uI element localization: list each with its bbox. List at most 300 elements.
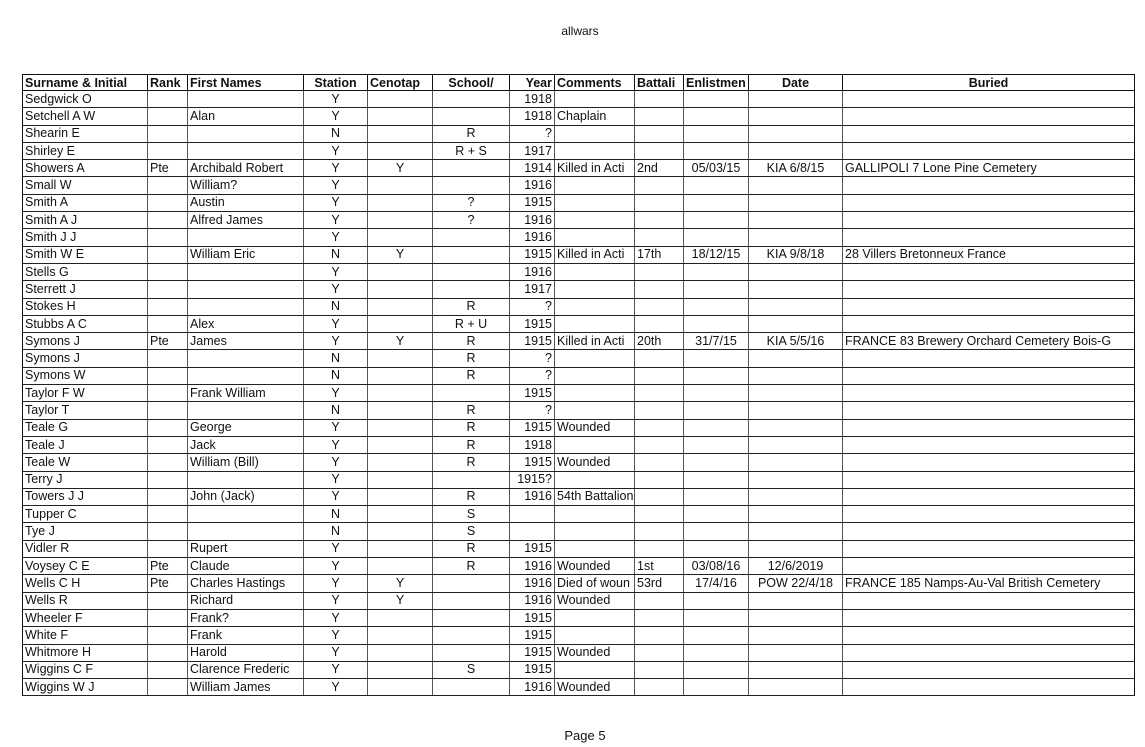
comments-cell — [555, 367, 635, 384]
surname-cell: Shearin E — [23, 125, 148, 142]
comments-cell — [555, 281, 635, 298]
year-cell — [510, 523, 555, 540]
battalion-cell — [635, 91, 684, 108]
enlistment-cell — [684, 350, 749, 367]
table-row — [23, 246, 1135, 263]
first-names-cell: Charles Hastings — [188, 575, 304, 592]
buried-cell — [843, 454, 1135, 471]
enlistment-cell: 05/03/15 — [684, 160, 749, 177]
battalion-cell: 2nd — [635, 160, 684, 177]
first-names-cell — [188, 471, 304, 488]
year-cell: 1916 — [510, 212, 555, 229]
comments-cell: Wounded — [555, 419, 635, 436]
cenotaph-cell: Y — [368, 592, 433, 609]
first-names-cell: William? — [188, 177, 304, 194]
school-cell — [433, 627, 510, 644]
battalion-cell — [635, 506, 684, 523]
date-cell — [749, 142, 843, 159]
comments-cell: Wounded — [555, 679, 635, 696]
surname-cell: Symons J — [23, 350, 148, 367]
first-names-cell — [188, 263, 304, 280]
battalion-cell — [635, 350, 684, 367]
cenotaph-cell — [368, 298, 433, 315]
battalion-cell — [635, 644, 684, 661]
year-cell — [510, 506, 555, 523]
col-header-battalion: Battali — [635, 75, 684, 91]
school-cell: R — [433, 333, 510, 350]
date-cell — [749, 298, 843, 315]
surname-cell: Stokes H — [23, 298, 148, 315]
enlistment-cell — [684, 436, 749, 453]
battalion-cell — [635, 454, 684, 471]
comments-cell — [555, 350, 635, 367]
date-cell — [749, 229, 843, 246]
first-names-cell — [188, 142, 304, 159]
enlistment-cell: 17/4/16 — [684, 575, 749, 592]
station-cell: Y — [304, 592, 368, 609]
table-row — [23, 91, 1135, 108]
col-header-surname: Surname & Initial — [23, 75, 148, 91]
enlistment-cell — [684, 661, 749, 678]
cenotaph-cell — [368, 367, 433, 384]
surname-cell: Smith W E — [23, 246, 148, 263]
table-row — [23, 263, 1135, 280]
station-cell: Y — [304, 627, 368, 644]
school-cell — [433, 471, 510, 488]
station-cell: Y — [304, 229, 368, 246]
comments-cell — [555, 385, 635, 402]
col-header-enlistment: Enlistmen — [684, 75, 749, 91]
enlistment-cell — [684, 108, 749, 125]
surname-cell: Smith J J — [23, 229, 148, 246]
enlistment-cell — [684, 298, 749, 315]
school-cell: R — [433, 540, 510, 557]
station-cell: Y — [304, 91, 368, 108]
cenotaph-cell — [368, 212, 433, 229]
table-row — [23, 558, 1135, 575]
surname-cell: Teale J — [23, 436, 148, 453]
enlistment-cell — [684, 540, 749, 557]
year-cell: 1915 — [510, 385, 555, 402]
rank-cell — [148, 402, 188, 419]
enlistment-cell — [684, 402, 749, 419]
date-cell — [749, 471, 843, 488]
first-names-cell: Austin — [188, 194, 304, 211]
station-cell: Y — [304, 315, 368, 332]
table-row — [23, 436, 1135, 453]
surname-cell: Taylor F W — [23, 385, 148, 402]
date-cell — [749, 644, 843, 661]
first-names-cell: Alex — [188, 315, 304, 332]
comments-cell: Chaplain — [555, 108, 635, 125]
station-cell: N — [304, 350, 368, 367]
surname-cell: Setchell A W — [23, 108, 148, 125]
surname-cell: Wheeler F — [23, 609, 148, 626]
school-cell: R — [433, 125, 510, 142]
cenotaph-cell — [368, 523, 433, 540]
comments-cell: Killed in Acti — [555, 160, 635, 177]
date-cell — [749, 419, 843, 436]
comments-cell: Killed in Acti — [555, 246, 635, 263]
surname-cell: Smith A — [23, 194, 148, 211]
enlistment-cell — [684, 281, 749, 298]
battalion-cell — [635, 194, 684, 211]
surname-cell: Whitmore H — [23, 644, 148, 661]
buried-cell — [843, 142, 1135, 159]
cenotaph-cell — [368, 609, 433, 626]
school-cell: R — [433, 367, 510, 384]
battalion-cell: 20th — [635, 333, 684, 350]
station-cell: Y — [304, 679, 368, 696]
rank-cell — [148, 315, 188, 332]
comments-cell — [555, 540, 635, 557]
table-row — [23, 609, 1135, 626]
rank-cell — [148, 627, 188, 644]
year-cell: 1915 — [510, 609, 555, 626]
buried-cell — [843, 91, 1135, 108]
table-header-row — [23, 75, 1135, 91]
station-cell: N — [304, 246, 368, 263]
cenotaph-cell — [368, 558, 433, 575]
table-row — [23, 108, 1135, 125]
battalion-cell — [635, 367, 684, 384]
battalion-cell — [635, 108, 684, 125]
cenotaph-cell — [368, 679, 433, 696]
rank-cell: Pte — [148, 333, 188, 350]
year-cell: 1916 — [510, 229, 555, 246]
table-row — [23, 281, 1135, 298]
date-cell — [749, 194, 843, 211]
buried-cell: 28 Villers Bretonneux France — [843, 246, 1135, 263]
table-row — [23, 540, 1135, 557]
battalion-cell — [635, 436, 684, 453]
page-number: Page 5 — [564, 728, 606, 743]
school-cell — [433, 385, 510, 402]
surname-cell: Smith A J — [23, 212, 148, 229]
surname-cell: Symons J — [23, 333, 148, 350]
station-cell: Y — [304, 281, 368, 298]
enlistment-cell: 31/7/15 — [684, 333, 749, 350]
first-names-cell: William James — [188, 679, 304, 696]
cenotaph-cell — [368, 471, 433, 488]
rank-cell — [148, 488, 188, 505]
first-names-cell: Harold — [188, 644, 304, 661]
col-header-rank: Rank — [148, 75, 188, 91]
date-cell — [749, 108, 843, 125]
year-cell: 1915 — [510, 644, 555, 661]
table-row — [23, 454, 1135, 471]
buried-cell: GALLIPOLI 7 Lone Pine Cemetery — [843, 160, 1135, 177]
station-cell: Y — [304, 436, 368, 453]
surname-cell: Wiggins W J — [23, 679, 148, 696]
buried-cell — [843, 558, 1135, 575]
cenotaph-cell — [368, 506, 433, 523]
rank-cell — [148, 91, 188, 108]
rank-cell — [148, 506, 188, 523]
school-cell — [433, 229, 510, 246]
comments-cell — [555, 436, 635, 453]
station-cell: Y — [304, 540, 368, 557]
battalion-cell — [635, 212, 684, 229]
comments-cell — [555, 142, 635, 159]
date-cell — [749, 385, 843, 402]
rank-cell — [148, 212, 188, 229]
cenotaph-cell — [368, 108, 433, 125]
cenotaph-cell — [368, 419, 433, 436]
date-cell — [749, 506, 843, 523]
school-cell: ? — [433, 212, 510, 229]
first-names-cell — [188, 298, 304, 315]
cenotaph-cell — [368, 488, 433, 505]
cenotaph-cell — [368, 315, 433, 332]
station-cell: Y — [304, 471, 368, 488]
school-cell — [433, 263, 510, 280]
battalion-cell — [635, 281, 684, 298]
comments-cell — [555, 506, 635, 523]
year-cell: 1916 — [510, 488, 555, 505]
rank-cell — [148, 125, 188, 142]
date-cell — [749, 367, 843, 384]
comments-cell: Wounded — [555, 644, 635, 661]
date-cell — [749, 263, 843, 280]
enlistment-cell — [684, 91, 749, 108]
date-cell: KIA 5/5/16 — [749, 333, 843, 350]
year-cell: 1918 — [510, 91, 555, 108]
buried-cell — [843, 177, 1135, 194]
surname-cell: Teale G — [23, 419, 148, 436]
school-cell: R + U — [433, 315, 510, 332]
station-cell: Y — [304, 454, 368, 471]
cenotaph-cell — [368, 454, 433, 471]
rank-cell — [148, 281, 188, 298]
table-row — [23, 592, 1135, 609]
first-names-cell — [188, 506, 304, 523]
cenotaph-cell: Y — [368, 333, 433, 350]
cenotaph-cell — [368, 436, 433, 453]
battalion-cell — [635, 125, 684, 142]
year-cell: ? — [510, 125, 555, 142]
first-names-cell: Richard — [188, 592, 304, 609]
school-cell — [433, 575, 510, 592]
table-row — [23, 627, 1135, 644]
rank-cell — [148, 177, 188, 194]
year-cell: 1916 — [510, 575, 555, 592]
year-cell: 1915 — [510, 627, 555, 644]
station-cell: Y — [304, 558, 368, 575]
station-cell: Y — [304, 419, 368, 436]
school-cell: R — [433, 488, 510, 505]
battalion-cell — [635, 419, 684, 436]
battalion-cell — [635, 592, 684, 609]
first-names-cell: Archibald Robert — [188, 160, 304, 177]
year-cell: 1915 — [510, 315, 555, 332]
year-cell: ? — [510, 402, 555, 419]
rank-cell — [148, 419, 188, 436]
enlistment-cell — [684, 627, 749, 644]
comments-cell: Wounded — [555, 558, 635, 575]
buried-cell — [843, 212, 1135, 229]
first-names-cell — [188, 125, 304, 142]
col-header-cenotaph: Cenotap — [368, 75, 433, 91]
year-cell: 1916 — [510, 558, 555, 575]
rank-cell — [148, 661, 188, 678]
cenotaph-cell — [368, 402, 433, 419]
buried-cell — [843, 419, 1135, 436]
enlistment-cell — [684, 488, 749, 505]
table-row — [23, 212, 1135, 229]
battalion-cell — [635, 540, 684, 557]
year-cell: 1915 — [510, 333, 555, 350]
buried-cell — [843, 194, 1135, 211]
school-cell: R — [433, 436, 510, 453]
first-names-cell — [188, 523, 304, 540]
first-names-cell: Frank William — [188, 385, 304, 402]
comments-cell — [555, 91, 635, 108]
battalion-cell — [635, 229, 684, 246]
first-names-cell: Alfred James — [188, 212, 304, 229]
buried-cell — [843, 108, 1135, 125]
buried-cell: FRANCE 83 Brewery Orchard Cemetery Bois-G — [843, 333, 1135, 350]
cenotaph-cell: Y — [368, 575, 433, 592]
comments-cell — [555, 471, 635, 488]
rank-cell — [148, 298, 188, 315]
table-row — [23, 350, 1135, 367]
buried-cell — [843, 367, 1135, 384]
battalion-cell — [635, 385, 684, 402]
station-cell: Y — [304, 108, 368, 125]
cenotaph-cell — [368, 350, 433, 367]
comments-cell — [555, 194, 635, 211]
school-cell: R — [433, 402, 510, 419]
first-names-cell: Frank — [188, 627, 304, 644]
comments-cell — [555, 402, 635, 419]
enlistment-cell — [684, 229, 749, 246]
table-row — [23, 125, 1135, 142]
school-cell — [433, 246, 510, 263]
year-cell: 1918 — [510, 108, 555, 125]
year-cell: ? — [510, 367, 555, 384]
battalion-cell: 17th — [635, 246, 684, 263]
col-header-first-names: First Names — [188, 75, 304, 91]
year-cell: 1918 — [510, 436, 555, 453]
comments-cell — [555, 627, 635, 644]
first-names-cell: Frank? — [188, 609, 304, 626]
surname-cell: Vidler R — [23, 540, 148, 557]
surname-cell: Stells G — [23, 263, 148, 280]
buried-cell — [843, 402, 1135, 419]
surname-cell: Shirley E — [23, 142, 148, 159]
buried-cell — [843, 263, 1135, 280]
date-cell — [749, 350, 843, 367]
rank-cell — [148, 454, 188, 471]
comments-cell: Wounded — [555, 454, 635, 471]
rank-cell — [148, 644, 188, 661]
station-cell: Y — [304, 160, 368, 177]
rank-cell — [148, 385, 188, 402]
station-cell: N — [304, 506, 368, 523]
date-cell — [749, 488, 843, 505]
date-cell — [749, 627, 843, 644]
buried-cell — [843, 506, 1135, 523]
year-cell: 1916 — [510, 592, 555, 609]
buried-cell — [843, 488, 1135, 505]
rank-cell — [148, 609, 188, 626]
cenotaph-cell — [368, 661, 433, 678]
enlistment-cell — [684, 609, 749, 626]
col-header-school: School/ — [433, 75, 510, 91]
first-names-cell: Jack — [188, 436, 304, 453]
school-cell: S — [433, 523, 510, 540]
table-row — [23, 333, 1135, 350]
first-names-cell: Clarence Frederic — [188, 661, 304, 678]
comments-cell — [555, 125, 635, 142]
cenotaph-cell — [368, 385, 433, 402]
school-cell — [433, 177, 510, 194]
surname-cell: Small W — [23, 177, 148, 194]
table-row — [23, 419, 1135, 436]
enlistment-cell — [684, 177, 749, 194]
table-row — [23, 194, 1135, 211]
school-cell — [433, 281, 510, 298]
station-cell: N — [304, 523, 368, 540]
rank-cell — [148, 679, 188, 696]
rank-cell: Pte — [148, 558, 188, 575]
buried-cell — [843, 592, 1135, 609]
buried-cell — [843, 125, 1135, 142]
buried-cell — [843, 298, 1135, 315]
buried-cell — [843, 540, 1135, 557]
comments-cell — [555, 523, 635, 540]
surname-cell: Voysey C E — [23, 558, 148, 575]
comments-cell — [555, 298, 635, 315]
surname-cell: Tupper C — [23, 506, 148, 523]
year-cell: 1915 — [510, 194, 555, 211]
table-row — [23, 142, 1135, 159]
station-cell: Y — [304, 263, 368, 280]
table-row — [23, 367, 1135, 384]
battalion-cell — [635, 142, 684, 159]
table-row — [23, 402, 1135, 419]
date-cell — [749, 679, 843, 696]
date-cell — [749, 454, 843, 471]
station-cell: Y — [304, 333, 368, 350]
enlistment-cell: 18/12/15 — [684, 246, 749, 263]
first-names-cell: Claude — [188, 558, 304, 575]
date-cell: KIA 9/8/18 — [749, 246, 843, 263]
school-cell — [433, 679, 510, 696]
rank-cell — [148, 592, 188, 609]
buried-cell — [843, 471, 1135, 488]
date-cell — [749, 540, 843, 557]
year-cell: 1917 — [510, 281, 555, 298]
rank-cell — [148, 263, 188, 280]
year-cell: 1915 — [510, 540, 555, 557]
buried-cell — [843, 315, 1135, 332]
cenotaph-cell — [368, 125, 433, 142]
battalion-cell — [635, 661, 684, 678]
rank-cell — [148, 436, 188, 453]
date-cell — [749, 212, 843, 229]
date-cell: POW 22/4/18 — [749, 575, 843, 592]
year-cell: 1915 — [510, 454, 555, 471]
surname-cell: Sterrett J — [23, 281, 148, 298]
comments-cell: Killed in Acti — [555, 333, 635, 350]
battalion-cell — [635, 298, 684, 315]
station-cell: Y — [304, 661, 368, 678]
enlistment-cell — [684, 471, 749, 488]
school-cell: R — [433, 298, 510, 315]
surname-cell: Terry J — [23, 471, 148, 488]
